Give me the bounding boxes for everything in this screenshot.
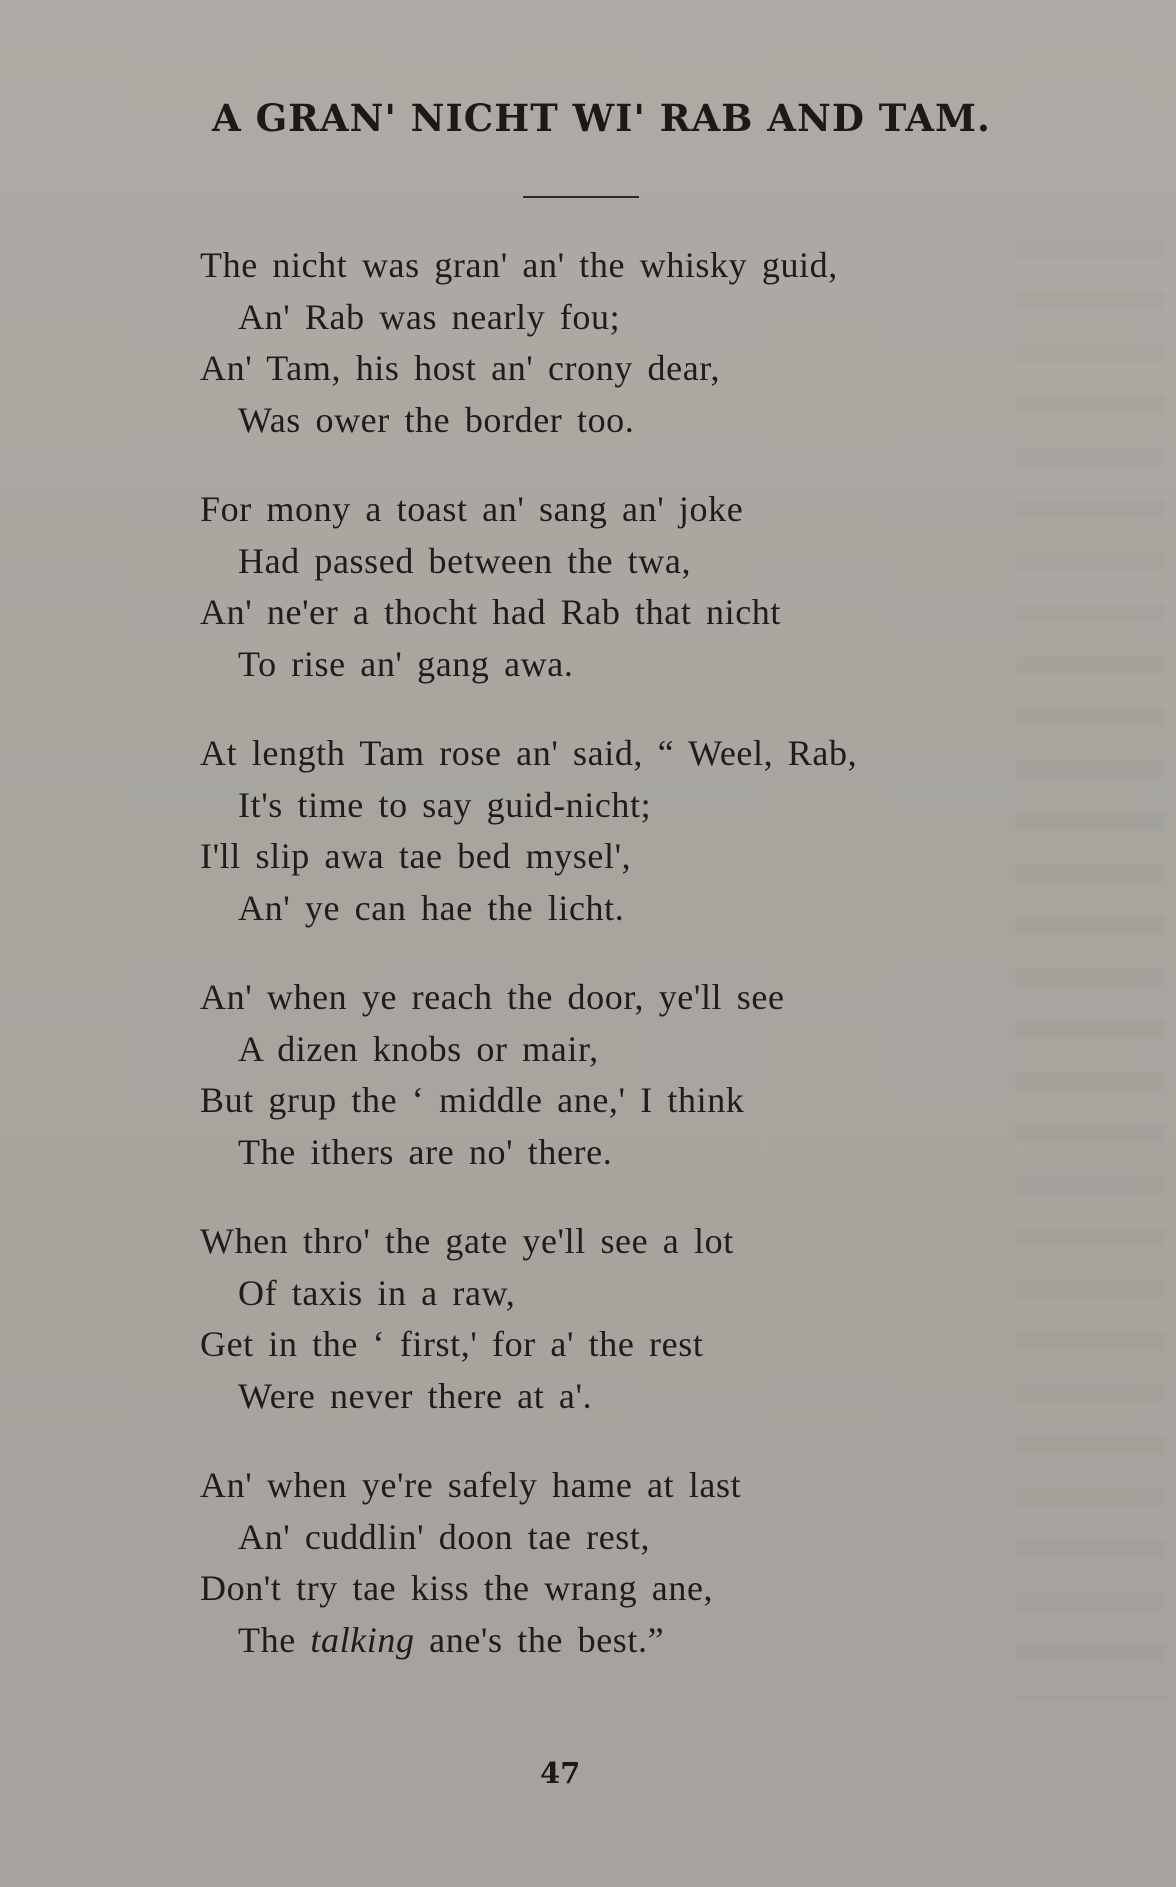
bleed-through-text [1015, 240, 1165, 1700]
poem-line: An' cuddlin' doon tae rest, [238, 1516, 651, 1557]
poem-line: Of taxis in a raw, [238, 1272, 516, 1313]
poem-line: Had passed between the twa, [238, 540, 692, 581]
page-number: 47 [540, 1756, 581, 1790]
poem-line: Don't try tae kiss the wrang ane, [200, 1568, 714, 1608]
poem-line: But grup the ‘ middle ane,' I think [200, 1080, 745, 1120]
stanza-3 [200, 728, 980, 934]
poem-line: Was ower the border too. [238, 399, 635, 440]
poem-line: To rise an' gang awa. [238, 643, 574, 684]
poem-line-final [200, 1615, 980, 1667]
poem-line: I'll slip awa tae bed mysel', [200, 836, 632, 876]
poem-line: The nicht was gran' an' the whisky guid, [200, 245, 838, 285]
stanza-5 [200, 1216, 980, 1422]
title-rule [523, 196, 639, 198]
poem-line: An' when ye're safely hame at last [200, 1465, 742, 1505]
poem-line: A dizen knobs or mair, [238, 1028, 599, 1069]
poem-line: When thro' the gate ye'll see a lot [200, 1221, 734, 1261]
final-line-start: The [238, 1619, 311, 1660]
poem-line: An' Tam, his host an' crony dear, [200, 348, 721, 388]
poem-line: The ithers are no' there. [238, 1131, 613, 1172]
final-line-end: ane's the best.” [414, 1619, 665, 1660]
emphasized-word: talking [310, 1619, 415, 1660]
poem-line: An' ye can hae the licht. [238, 887, 625, 928]
stanza-2 [200, 484, 980, 690]
poem-line: Get in the ‘ first,' for a' the rest [200, 1324, 704, 1364]
poem-body [200, 240, 980, 1704]
stanza-1 [200, 240, 980, 446]
poem-line: Were never there at a'. [238, 1375, 593, 1416]
poem-line: For mony a toast an' sang an' joke [200, 489, 744, 529]
poem-line: An' Rab was nearly fou; [238, 296, 621, 337]
poem-line: An' when ye reach the door, ye'll see [200, 977, 785, 1017]
poem-line: An' ne'er a thocht had Rab that nicht [200, 592, 782, 632]
stanza-4 [200, 972, 980, 1178]
poem-line: It's time to say guid-nicht; [238, 784, 652, 825]
poem-title: A GRAN' NICHT WI' RAB AND TAM. [212, 96, 991, 140]
poem-line: At length Tam rose an' said, “ Weel, Rab, [200, 733, 858, 773]
stanza-6 [200, 1460, 980, 1666]
